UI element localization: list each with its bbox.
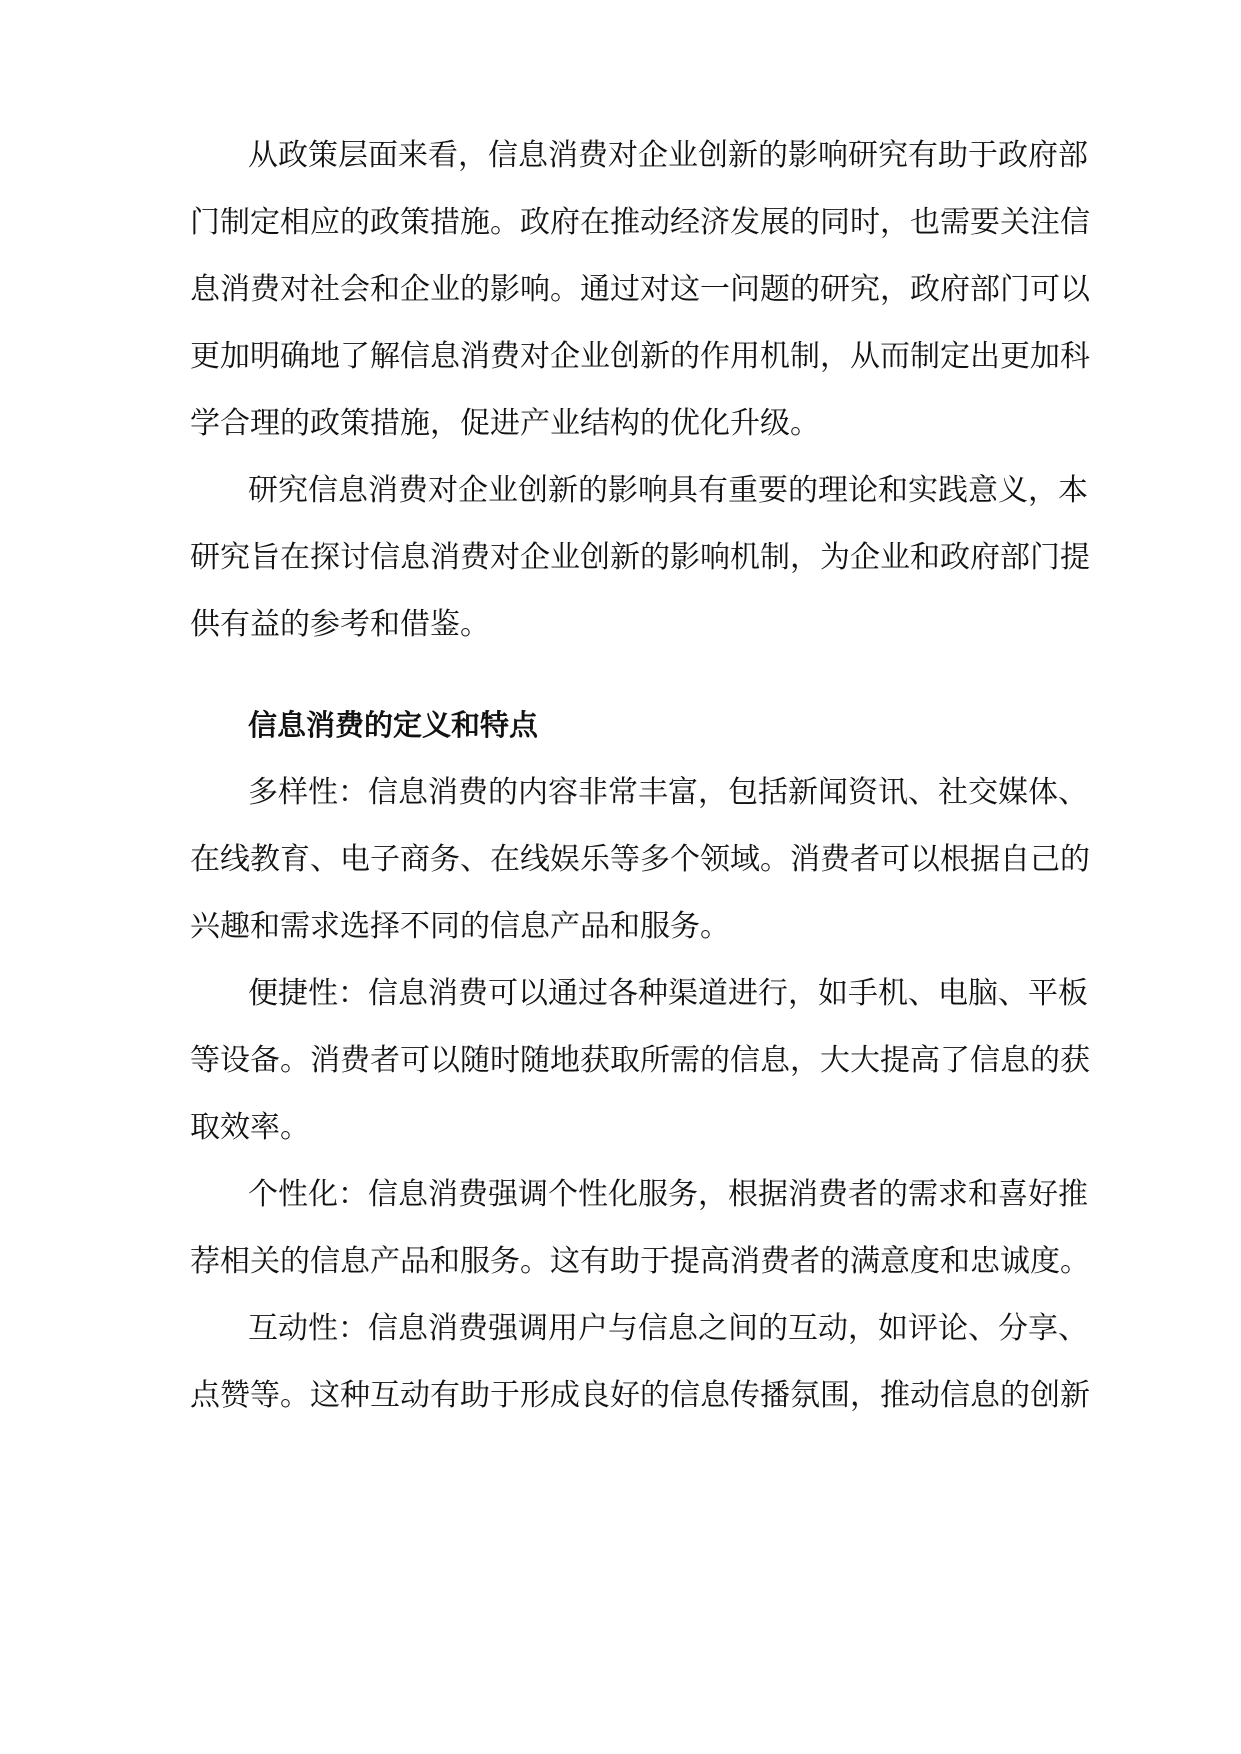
feature-convenience-line-1: 便捷性：信息消费可以通过各种渠道进行，如手机、电脑、平板 [248,976,1088,1011]
feature-diversity-line-1: 多样性：信息消费的内容非常丰富，包括新闻资讯、社交媒体、 [248,775,1088,810]
feature-diversity-line-2: 在线教育、电子商务、在线娱乐等多个领域。消费者可以根据自己的 [190,842,1090,877]
paragraph-2-line-2: 研究旨在探讨信息消费对企业创新的影响机制，为企业和政府部门提 [190,540,1090,575]
feature-interactivity-line-2: 点赞等。这种互动有助于形成良好的信息传播氛围，推动信息的创新 [190,1378,1090,1413]
feature-convenience-line-2: 等设备。消费者可以随时随地获取所需的信息，大大提高了信息的获 [190,1043,1090,1078]
feature-personalization-line-2: 荐相关的信息产品和服务。这有助于提高消费者的满意度和忠诚度。 [190,1244,1090,1279]
feature-interactivity-line-1: 互动性：信息消费强调用户与信息之间的互动，如评论、分享、 [248,1311,1088,1346]
feature-convenience-line-3: 取效率。 [190,1110,310,1145]
paragraph-2-line-3: 供有益的参考和借鉴。 [190,607,490,642]
paragraph-1-line-1: 从政策层面来看，信息消费对企业创新的影响研究有助于政府部 [248,138,1088,173]
paragraph-1-line-2: 门制定相应的政策措施。政府在推动经济发展的同时，也需要关注信 [190,205,1090,240]
feature-diversity-line-3: 兴趣和需求选择不同的信息产品和服务。 [190,909,730,944]
section-heading: 信息消费的定义和特点 [248,708,539,742]
feature-personalization-line-1: 个性化：信息消费强调个性化服务，根据消费者的需求和喜好推 [248,1177,1088,1212]
paragraph-1-line-3: 息消费对社会和企业的影响。通过对这一问题的研究，政府部门可以 [190,272,1090,307]
paragraph-1-line-5: 学合理的政策措施，促进产业结构的优化升级。 [190,406,820,441]
paragraph-2-line-1: 研究信息消费对企业创新的影响具有重要的理论和实践意义，本 [248,473,1088,508]
paragraph-1-line-4: 更加明确地了解信息消费对企业创新的作用机制，从而制定出更加科 [190,339,1090,374]
